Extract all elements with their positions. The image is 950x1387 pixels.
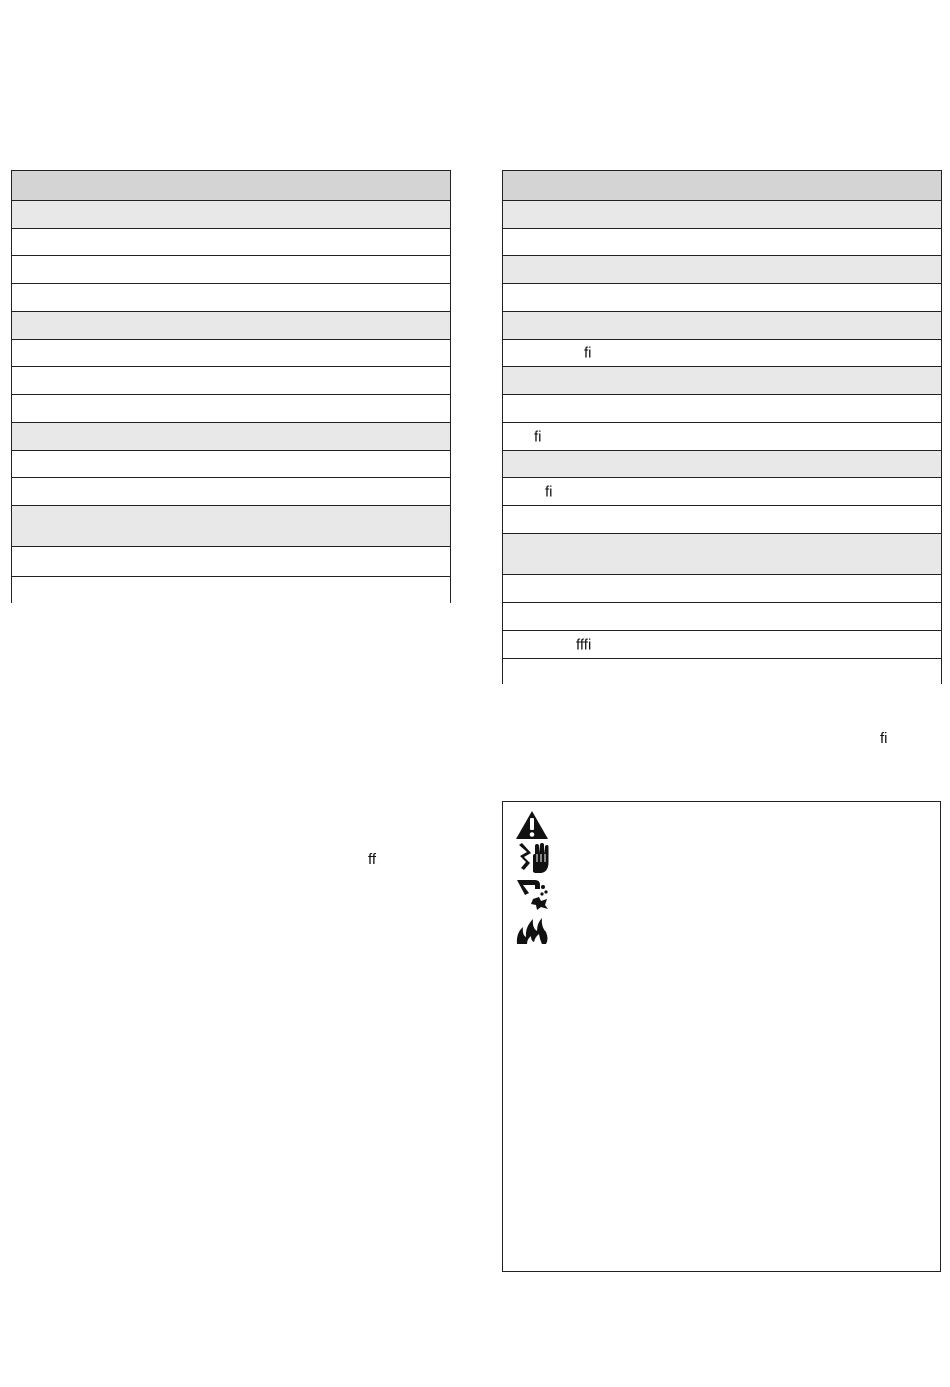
- right-table-row: [503, 659, 941, 686]
- left-table-section-row: [12, 312, 450, 340]
- right-table-section-row: [503, 367, 941, 395]
- right-table-row: [503, 603, 941, 631]
- left-table-section-row: [12, 506, 450, 547]
- right-table-row: [503, 423, 941, 451]
- left-table-row: [12, 367, 450, 395]
- right-table-section-row: [503, 201, 941, 229]
- left-table-section-row: [12, 423, 450, 451]
- right-table: [502, 170, 942, 684]
- left-table-row: [12, 547, 450, 577]
- right-table-section-row: [503, 256, 941, 284]
- hand-shock-icon: [515, 842, 549, 874]
- fire-icon: [515, 913, 549, 945]
- left-table: [11, 170, 451, 603]
- row-text: fffi: [576, 636, 592, 653]
- left-table-row: [12, 395, 450, 423]
- row-text: fi: [534, 428, 542, 445]
- right-table-row: [503, 478, 941, 506]
- right-table-section-row: [503, 312, 941, 340]
- safety-warning-box: [502, 801, 941, 1272]
- right-table-header: [503, 171, 941, 201]
- right-table-row: [503, 506, 941, 534]
- left-column-text-fragment: ff: [368, 851, 377, 868]
- warning-triangle-icon: [515, 810, 549, 840]
- left-table-row: [12, 256, 450, 284]
- left-table-row: [12, 451, 450, 478]
- right-table-row: [503, 284, 941, 312]
- right-table-section-row: [503, 534, 941, 575]
- right-table-row: [503, 229, 941, 256]
- right-table-row: [503, 575, 941, 603]
- right-table-section-row: [503, 451, 941, 478]
- hand-cut-icon: [515, 877, 549, 911]
- left-table-row: [12, 577, 450, 604]
- left-table-row: [12, 229, 450, 256]
- left-table-header: [12, 171, 450, 201]
- right-table-row: [503, 631, 941, 659]
- left-table-section-row: [12, 201, 450, 229]
- row-text: fi: [545, 483, 553, 500]
- right-table-row: [503, 395, 941, 423]
- left-table-row: [12, 284, 450, 312]
- right-table-row: [503, 340, 941, 367]
- left-table-row: [12, 340, 450, 367]
- row-text: fi: [584, 344, 592, 362]
- right-column-text-fragment: fi: [880, 730, 888, 747]
- left-table-row: [12, 478, 450, 506]
